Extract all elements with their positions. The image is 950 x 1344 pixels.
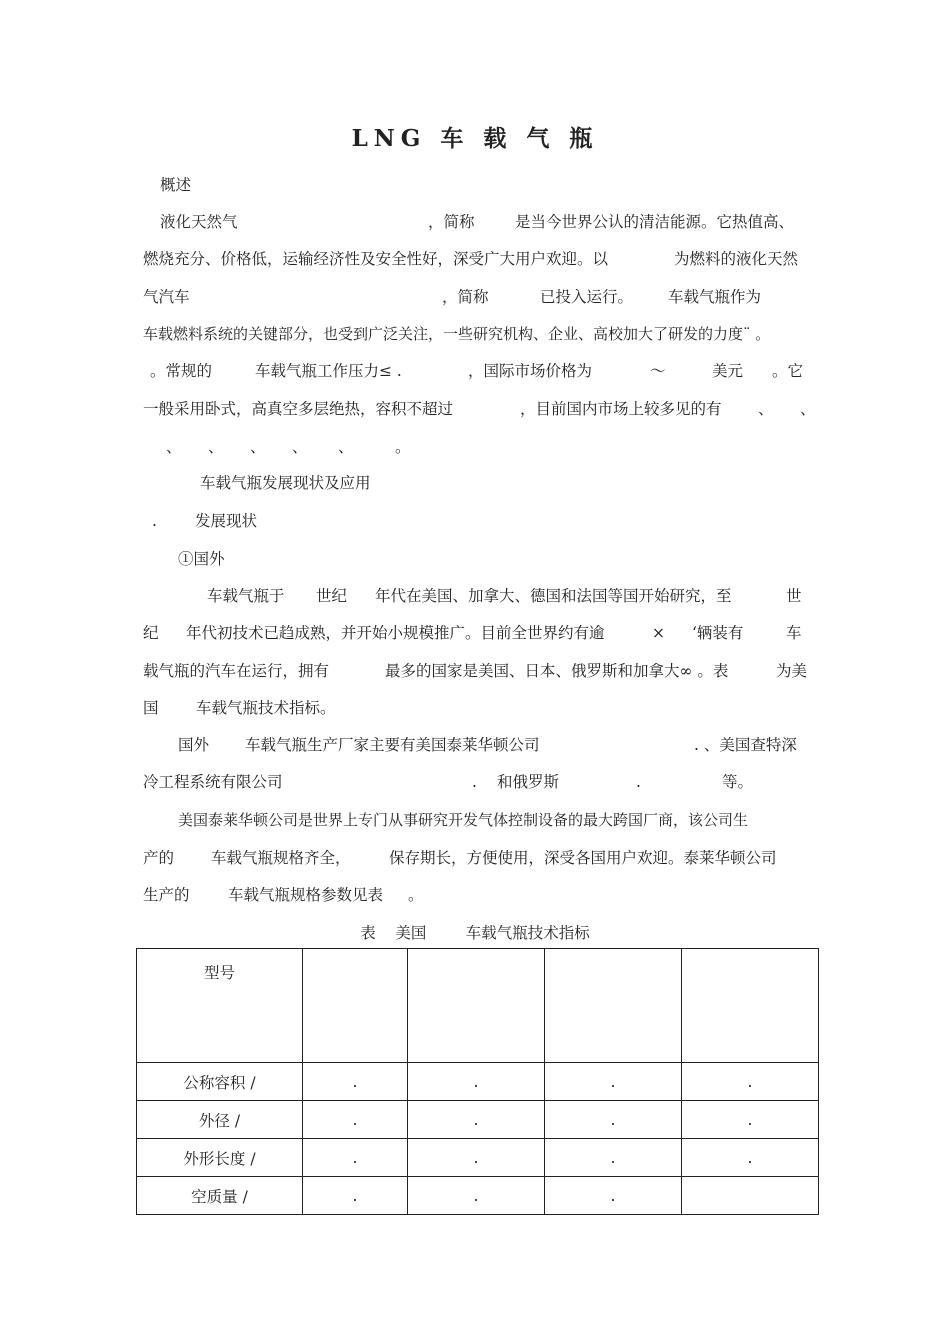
- text-fragment: 液化天然气: [160, 213, 238, 231]
- table-row-label: 外形长度 /: [137, 1139, 303, 1177]
- table-row-label: 空质量 /: [137, 1177, 303, 1215]
- text-fragment: 。常规的: [150, 362, 213, 380]
- table-caption: [0, 921, 950, 943]
- text-fragment: ，目前国内市场上较多见的有: [520, 400, 722, 418]
- table-cell: [682, 1177, 819, 1215]
- text-fragment: 为燃料的液化天然: [674, 250, 799, 268]
- text-fragment: ，简称: [428, 213, 475, 231]
- text-fragment: 。: [408, 886, 424, 904]
- text-fragment: 载气瓶的汽车在运行，拥有: [143, 662, 330, 680]
- table-cell: .: [408, 1063, 545, 1101]
- text-fragment: 美国泰莱华顿公司是世界上专门从事研究开发气体控制设备的最大跨国厂商，该公司生: [178, 811, 749, 829]
- table-cell: .: [545, 1063, 682, 1101]
- table-cell: .: [303, 1101, 408, 1139]
- table-cell: .: [545, 1177, 682, 1215]
- table-cell: .: [303, 1177, 408, 1215]
- text-fragment: 和俄罗斯: [497, 773, 560, 791]
- table-cell: .: [682, 1063, 819, 1101]
- text-fragment: 、: [250, 438, 266, 456]
- table-row: [137, 1177, 819, 1215]
- text-fragment: 生产的: [143, 886, 190, 904]
- text-fragment: 保存期长，方便使用，深受各国用户欢迎。泰莱华顿公司: [389, 849, 777, 867]
- document-title: LNG 车 载 气 瓶: [351, 125, 599, 152]
- text-fragment: 、: [208, 438, 224, 456]
- text-fragment: 车载气瓶技术指标。: [196, 699, 336, 717]
- text-fragment: 是当今世界公认的清洁能源。它热值高、: [515, 213, 795, 231]
- table-cell: .: [408, 1139, 545, 1177]
- table-caption-text: 表 美国 车载气瓶技术指标: [360, 924, 590, 942]
- text-fragment: 、: [800, 400, 816, 418]
- section-heading-overview: 概述: [160, 176, 192, 194]
- table-cell: .: [545, 1139, 682, 1177]
- subsection-heading: 发展现状: [195, 512, 258, 530]
- text-fragment: 。: [395, 438, 411, 456]
- text-fragment: 车载气瓶生产厂家主要有美国泰莱华顿公司: [245, 736, 540, 754]
- text-fragment: 车载燃料系统的关键部分，也受到广泛关注，一些研究机构、企业、高校加大了研发的力度¨ 。: [143, 325, 771, 343]
- text-fragment: 气汽车: [143, 288, 190, 306]
- section-heading-development: 车载气瓶发展现状及应用: [200, 474, 371, 492]
- table-cell: .: [303, 1063, 408, 1101]
- table-header-cell: [545, 949, 682, 1063]
- text-fragment: 车载气瓶于: [207, 587, 285, 605]
- text-fragment: ，国际市场价格为: [468, 362, 593, 380]
- text-fragment: ～: [650, 362, 666, 380]
- table-header-cell: [682, 949, 819, 1063]
- table-row: [137, 1063, 819, 1101]
- text-fragment: 车载气瓶作为: [668, 288, 762, 306]
- table-cell: .: [408, 1101, 545, 1139]
- text-fragment: ，简称: [442, 288, 489, 306]
- table-row: [137, 1101, 819, 1139]
- text-fragment: 。它: [772, 362, 804, 380]
- table-row: [137, 1139, 819, 1177]
- table-header-row: [137, 949, 819, 1063]
- text-fragment: 国外: [178, 736, 210, 754]
- table-cell: .: [682, 1139, 819, 1177]
- text-fragment: 纪: [143, 624, 159, 642]
- subsection-number: .: [152, 512, 157, 530]
- text-fragment: 、: [338, 438, 354, 456]
- table-row-label: 外径 /: [137, 1101, 303, 1139]
- text-fragment: 世纪: [316, 587, 348, 605]
- text-fragment: 国: [143, 699, 159, 717]
- table-cell: .: [408, 1177, 545, 1215]
- text-fragment: 燃烧充分、价格低，运输经济性及安全性好，深受广大用户欢迎。以: [143, 250, 609, 268]
- table-header-cell: [408, 949, 545, 1063]
- text-fragment: .: [636, 773, 641, 791]
- text-fragment: 为美: [776, 662, 808, 680]
- text-fragment: 车: [786, 624, 802, 642]
- text-fragment: 美元: [712, 362, 744, 380]
- table-header-cell: 型号: [137, 949, 303, 1063]
- text-fragment: 车载气瓶工作压力≤ .: [255, 362, 402, 380]
- text-fragment: ‘辆装有: [692, 624, 744, 642]
- table-cell: .: [682, 1101, 819, 1139]
- spec-table: [136, 948, 819, 1215]
- text-fragment: 年代初技术已趋成熟，并开始小规模推广。目前全世界约有逾: [186, 624, 605, 642]
- text-fragment: 冷工程系统有限公司: [143, 773, 283, 791]
- table-header-cell: [303, 949, 408, 1063]
- table-cell: .: [303, 1139, 408, 1177]
- text-fragment: 世: [786, 587, 802, 605]
- text-fragment: 年代在美国、加拿大、德国和法国等国开始研究，至: [375, 587, 732, 605]
- text-fragment: 等。: [722, 773, 754, 791]
- text-fragment: ×: [652, 624, 665, 642]
- text-fragment: 、: [292, 438, 308, 456]
- table-cell: .: [545, 1101, 682, 1139]
- text-fragment: 一般采用卧式，高真空多层绝热，容积不超过: [143, 400, 454, 418]
- text-fragment: 车载气瓶规格参数见表: [228, 886, 384, 904]
- text-fragment: 、: [758, 400, 774, 418]
- subsection-heading-abroad: ①国外: [178, 550, 225, 568]
- text-fragment: . 、美国查特深: [694, 736, 797, 754]
- text-fragment: 、: [166, 438, 182, 456]
- text-fragment: .: [472, 773, 477, 791]
- text-fragment: 最多的国家是美国、日本、俄罗斯和加拿大∞ 。表: [385, 662, 729, 680]
- text-fragment: 已投入运行。: [540, 288, 634, 306]
- text-fragment: 车载气瓶规格齐全，: [211, 849, 351, 867]
- table-row-label: 公称容积 /: [137, 1063, 303, 1101]
- text-fragment: 产的: [143, 849, 175, 867]
